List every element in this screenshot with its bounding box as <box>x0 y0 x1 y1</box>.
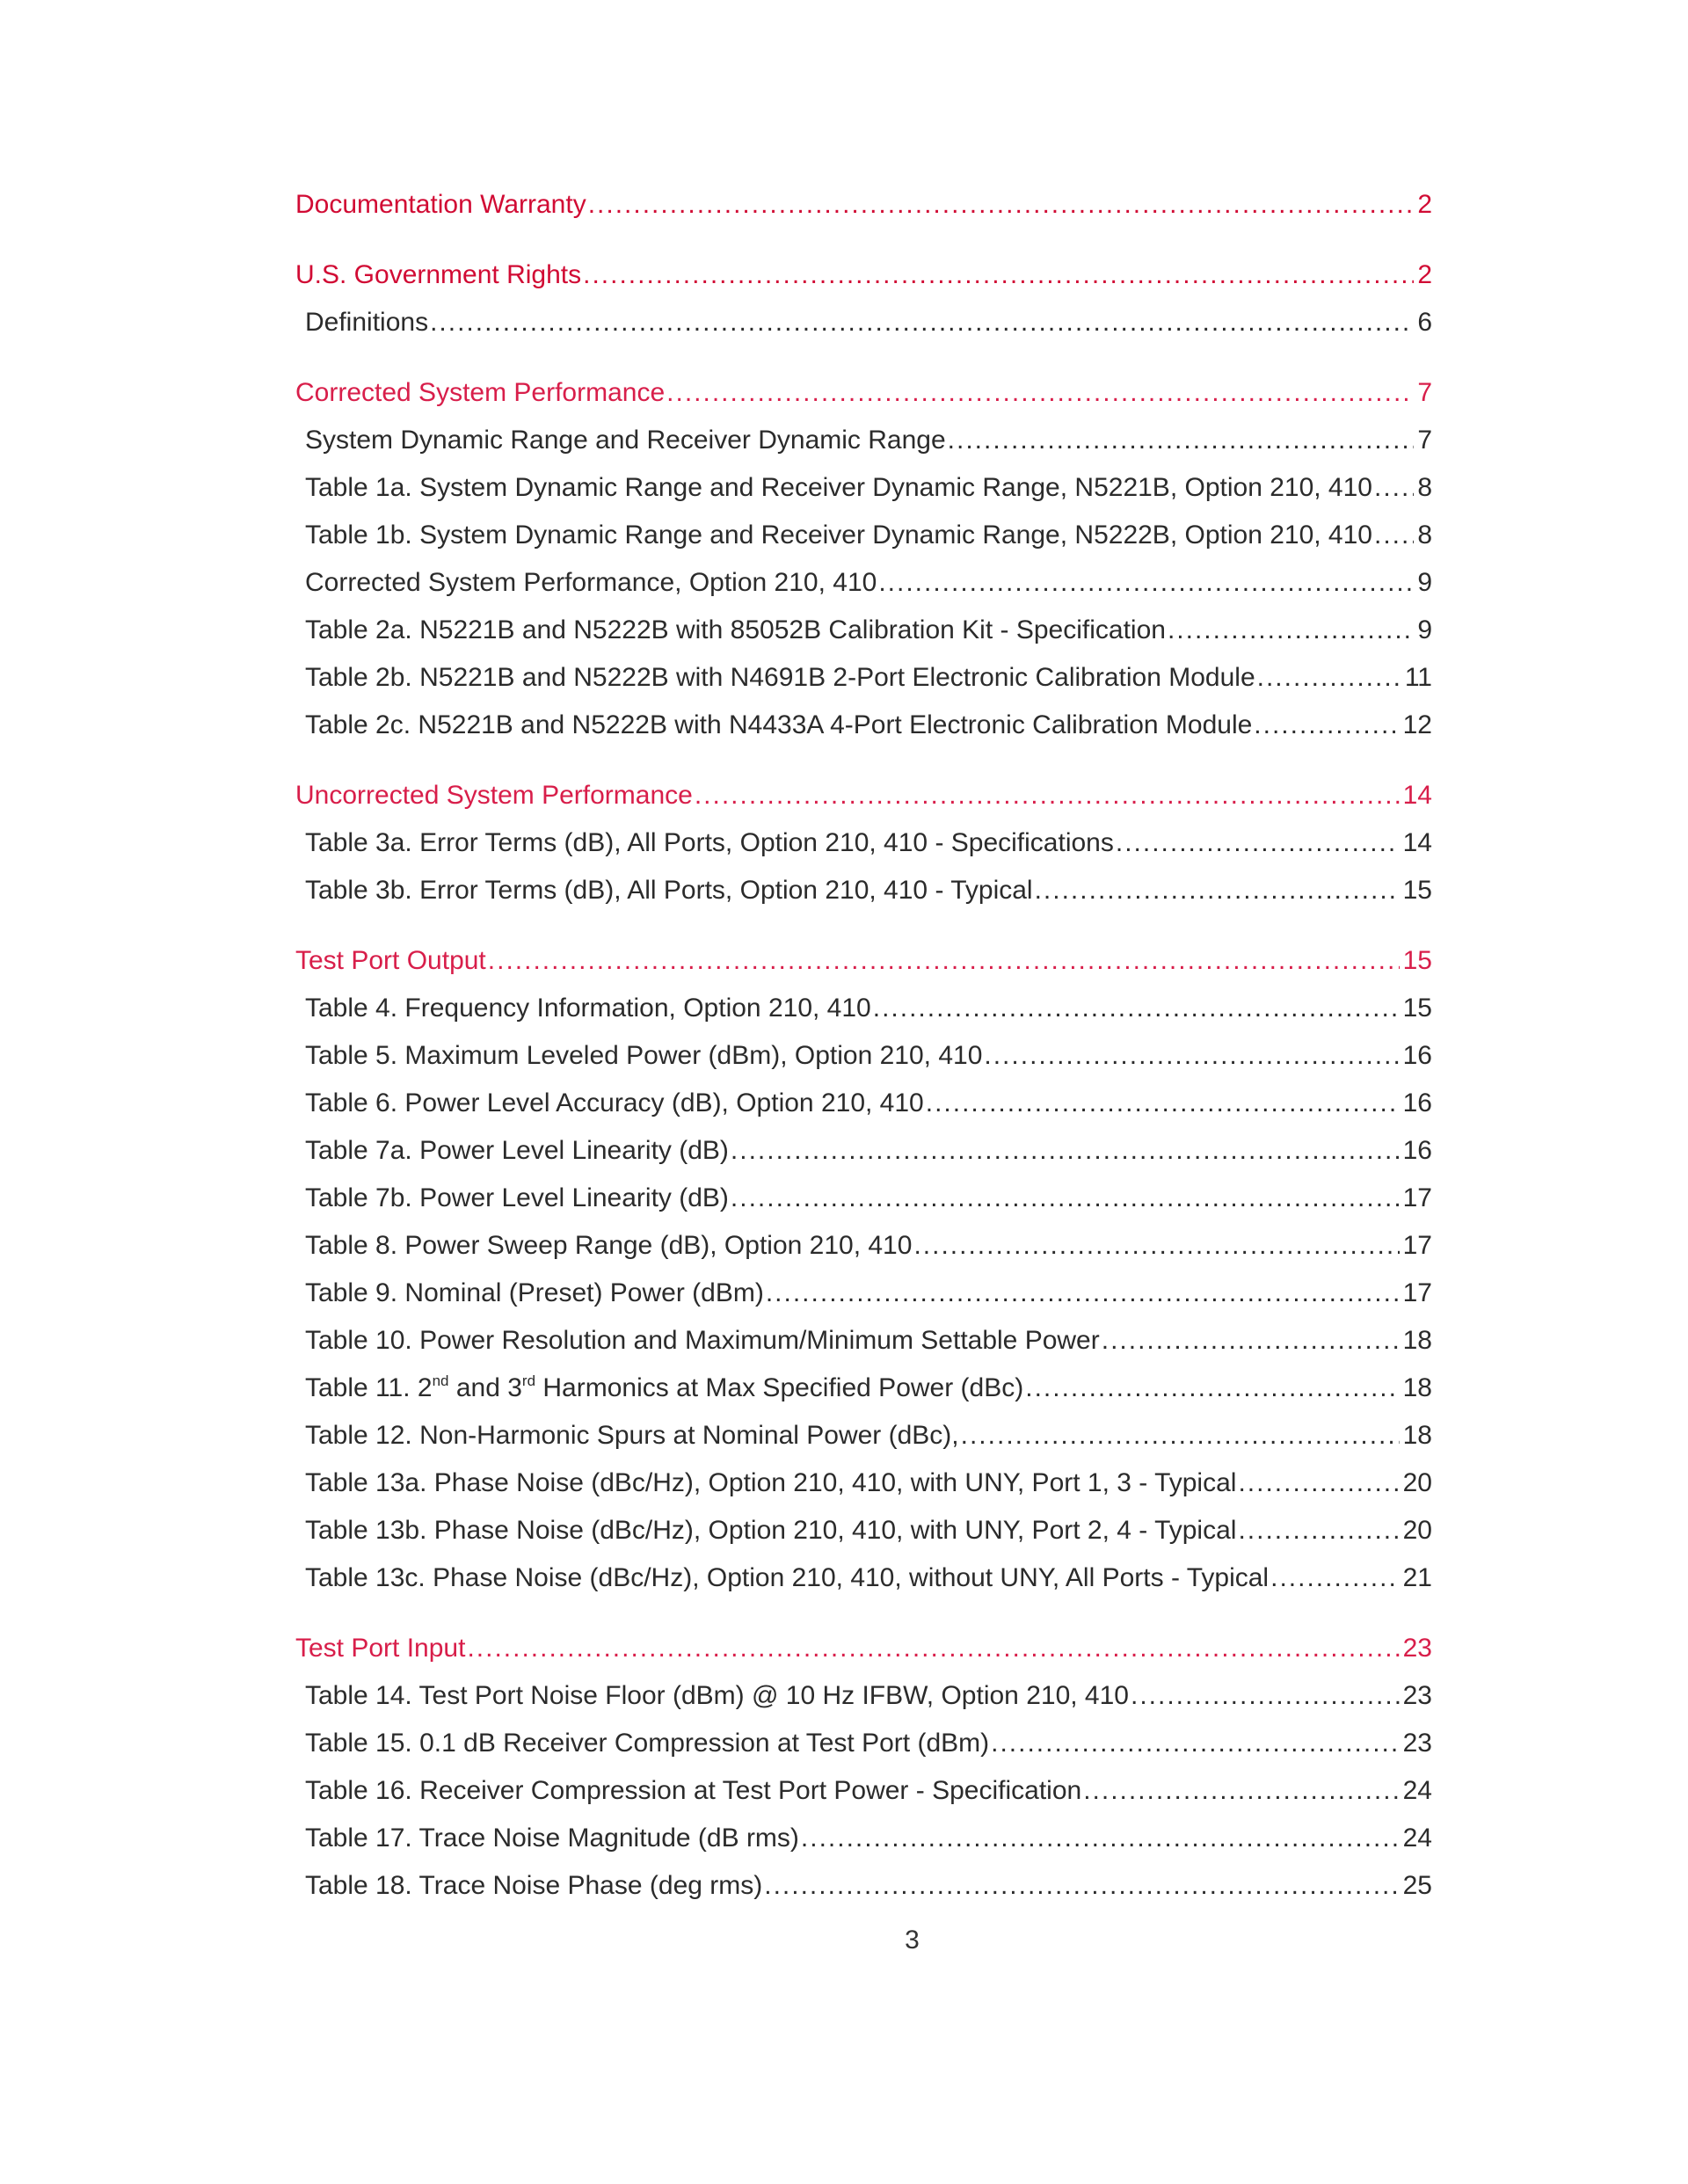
toc-entry[interactable] <box>295 1080 1432 1127</box>
dot-leader <box>1374 512 1414 559</box>
toc-entry-label: Table 2c. N5221B and N5222B with N4433A 4-Port Electronic Calibration Module <box>305 710 1253 739</box>
dot-leader <box>467 1625 1399 1672</box>
toc-entry-label: Table 13a. Phase Noise (dBc/Hz), Option 210, 410, with UNY, Port 1, 3 - Typical <box>305 1468 1237 1497</box>
toc-entry-label: Table 16. Receiver Compression at Test Port Power - Specification <box>305 1776 1082 1805</box>
dot-leader <box>488 937 1400 985</box>
toc-page-number: 17 <box>1402 1278 1432 1307</box>
toc-section-label: U.S. Government Rights <box>295 260 582 289</box>
toc-entry[interactable] <box>295 559 1432 607</box>
dot-leader <box>926 1080 1400 1127</box>
toc-entry-label: Table 13b. Phase Noise (dBc/Hz), Option 210, 410, with UNY, Port 2, 4 - Typical <box>305 1516 1237 1545</box>
dot-leader <box>1238 1507 1399 1554</box>
toc-entry-label: System Dynamic Range and Receiver Dynamic Range <box>305 426 946 455</box>
toc-entry[interactable] <box>295 607 1432 654</box>
toc-entry-label: Table 1b. System Dynamic Range and Receiver Dynamic Range, N5222B, Option 210, 410 <box>305 521 1372 550</box>
toc-page-number: 11 <box>1404 663 1432 692</box>
toc-page-number: 7 <box>1417 426 1432 455</box>
toc-page-number: 20 <box>1402 1468 1432 1497</box>
toc-entry-label: Table 15. 0.1 dB Receiver Compression at Test Port (dBm) <box>305 1729 990 1758</box>
toc-entry[interactable] <box>295 819 1432 867</box>
toc-entry-label: Table 1a. System Dynamic Range and Receiver Dynamic Range, N5221B, Option 210, 410 <box>305 473 1372 502</box>
toc-page-number: 14 <box>1402 828 1432 857</box>
toc-section-label: Uncorrected System Performance <box>295 781 693 810</box>
toc-section-label: Documentation Warranty <box>295 190 586 219</box>
toc-entry[interactable] <box>295 299 1432 346</box>
toc-entry-label: Table 9. Nominal (Preset) Power (dBm) <box>305 1278 764 1307</box>
toc-group-us-government-rights <box>295 251 1432 346</box>
toc-entry-harmonics[interactable] <box>295 1365 1432 1412</box>
toc-entry-label: Table 10. Power Resolution and Maximum/Minimum Settable Power <box>305 1326 1100 1355</box>
dot-leader <box>1083 1767 1399 1815</box>
toc-group-documentation-warranty <box>295 181 1432 229</box>
dot-leader <box>766 1270 1400 1317</box>
toc-entry[interactable] <box>295 1672 1432 1720</box>
dot-leader <box>1254 702 1399 749</box>
toc-page-number: 14 <box>1402 781 1432 810</box>
table-of-contents <box>295 181 1432 1933</box>
toc-entry[interactable] <box>295 1507 1432 1554</box>
toc-entry[interactable] <box>295 985 1432 1032</box>
toc-entry[interactable] <box>295 1554 1432 1602</box>
dot-leader <box>695 772 1400 819</box>
toc-entry[interactable] <box>295 1032 1432 1080</box>
dot-leader <box>873 985 1400 1032</box>
toc-entry[interactable] <box>295 1767 1432 1815</box>
toc-section-label: Test Port Output <box>295 946 486 975</box>
dot-leader <box>1374 464 1414 512</box>
toc-section-us-government-rights[interactable] <box>295 251 1432 299</box>
label-part: and 3 <box>448 1373 522 1402</box>
toc-entry[interactable] <box>295 1222 1432 1270</box>
toc-page-number: 21 <box>1402 1563 1432 1592</box>
toc-entry-label: Table 3b. Error Terms (dB), All Ports, Option 210, 410 - Typical <box>305 876 1033 905</box>
toc-entry[interactable] <box>295 1412 1432 1460</box>
toc-page-number: 2 <box>1417 190 1432 219</box>
toc-page-number: 15 <box>1402 876 1432 905</box>
dot-leader <box>1131 1672 1400 1720</box>
dot-leader <box>948 417 1415 464</box>
toc-page-number: 16 <box>1402 1136 1432 1165</box>
ordinal-suffix: nd <box>432 1372 449 1389</box>
toc-entry[interactable] <box>295 1862 1432 1910</box>
toc-entry[interactable] <box>295 512 1432 559</box>
toc-entry[interactable] <box>295 417 1432 464</box>
toc-page-number: 15 <box>1402 946 1432 975</box>
toc-page-number: 15 <box>1402 994 1432 1023</box>
dot-leader <box>1102 1317 1400 1365</box>
toc-entry[interactable] <box>295 1175 1432 1222</box>
label-part: Harmonics at Max Specified Power (dBc) <box>535 1373 1024 1402</box>
dot-leader <box>984 1032 1399 1080</box>
toc-section-test-port-input[interactable] <box>295 1625 1432 1672</box>
dot-leader <box>991 1720 1400 1767</box>
label-part: Table 11. 2 <box>305 1373 433 1402</box>
toc-page-number: 23 <box>1402 1729 1432 1758</box>
toc-page-number: 17 <box>1402 1183 1432 1212</box>
toc-section-label: Corrected System Performance <box>295 378 666 407</box>
toc-page-number: 8 <box>1417 473 1432 502</box>
toc-group-corrected-system-performance <box>295 369 1432 749</box>
toc-group-test-port-output <box>295 937 1432 1602</box>
toc-page-number: 20 <box>1402 1516 1432 1545</box>
toc-entry-label: Table 6. Power Level Accuracy (dB), Option 210, 410 <box>305 1088 924 1117</box>
toc-page-number: 16 <box>1402 1041 1432 1070</box>
toc-entry-label: Table 4. Frequency Information, Option 210, 410 <box>305 994 871 1023</box>
toc-entry-label: Table 18. Trace Noise Phase (deg rms) <box>305 1871 763 1900</box>
toc-section-uncorrected-system-performance[interactable] <box>295 772 1432 819</box>
toc-entry-label: Table 8. Power Sweep Range (dB), Option 210, 410 <box>305 1231 913 1260</box>
toc-page-number: 23 <box>1402 1681 1432 1710</box>
toc-entry[interactable] <box>295 702 1432 749</box>
toc-entry[interactable] <box>295 1317 1432 1365</box>
toc-group-uncorrected-system-performance <box>295 772 1432 914</box>
dot-leader <box>666 369 1414 417</box>
toc-entry[interactable] <box>295 464 1432 512</box>
toc-page-number: 2 <box>1417 260 1432 289</box>
toc-section-documentation-warranty[interactable] <box>295 181 1432 229</box>
toc-entry[interactable] <box>295 1460 1432 1507</box>
toc-page-number: 24 <box>1402 1824 1432 1853</box>
toc-entry-label: Table 7a. Power Level Linearity (dB) <box>305 1136 729 1165</box>
page-number: 3 <box>905 1926 920 1955</box>
toc-page-number: 6 <box>1417 308 1432 337</box>
dot-leader <box>1257 654 1401 702</box>
toc-entry-label: Table 2a. N5221B and N5222B with 85052B Calibration Kit - Specification <box>305 615 1166 644</box>
toc-page-number: 7 <box>1417 378 1432 407</box>
dot-leader <box>764 1862 1399 1910</box>
ordinal-suffix: rd <box>521 1372 536 1389</box>
toc-entry-label: Table 5. Maximum Leveled Power (dBm), Option 210, 410 <box>305 1041 983 1070</box>
toc-entry-label: Corrected System Performance, Option 210, 410 <box>305 568 877 597</box>
dot-leader <box>1025 1365 1399 1412</box>
toc-page-number: 25 <box>1402 1871 1432 1900</box>
toc-page-number: 23 <box>1402 1634 1432 1663</box>
toc-entry-label: Table 3a. Error Terms (dB), All Ports, Option 210, 410 - Specifications <box>305 828 1114 857</box>
dot-leader <box>878 559 1414 607</box>
toc-page-number: 9 <box>1417 615 1432 644</box>
dot-leader <box>961 1412 1400 1460</box>
toc-entry[interactable] <box>295 1127 1432 1175</box>
dot-leader <box>1238 1460 1399 1507</box>
dot-leader <box>583 251 1414 299</box>
dot-leader <box>801 1815 1400 1862</box>
toc-page-number: 16 <box>1402 1088 1432 1117</box>
toc-entry[interactable] <box>295 867 1432 914</box>
dot-leader <box>1116 819 1400 867</box>
dot-leader <box>1035 867 1400 914</box>
dot-leader <box>731 1175 1400 1222</box>
toc-page-number: 9 <box>1417 568 1432 597</box>
toc-entry[interactable] <box>295 654 1432 702</box>
toc-page-number: 17 <box>1402 1231 1432 1260</box>
toc-entry-label: Table 14. Test Port Noise Floor (dBm) @ 10 Hz IFBW, Option 210, 410 <box>305 1681 1129 1710</box>
toc-entry[interactable] <box>295 1815 1432 1862</box>
toc-entry-label: Definitions <box>305 308 429 337</box>
toc-entry[interactable] <box>295 1720 1432 1767</box>
toc-page-number: 18 <box>1402 1326 1432 1355</box>
toc-section-test-port-output[interactable] <box>295 937 1432 985</box>
toc-entry-label: Table 7b. Power Level Linearity (dB) <box>305 1183 729 1212</box>
toc-section-label: Test Port Input <box>295 1634 466 1663</box>
toc-entry-label: Table 17. Trace Noise Magnitude (dB rms) <box>305 1824 799 1853</box>
toc-page-number: 24 <box>1402 1776 1432 1805</box>
dot-leader <box>913 1222 1399 1270</box>
toc-page-number: 18 <box>1402 1421 1432 1450</box>
toc-page-number: 8 <box>1417 521 1432 550</box>
dot-leader <box>731 1127 1400 1175</box>
toc-entry-label: Table 2b. N5221B and N5222B with N4691B 2-Port Electronic Calibration Module <box>305 663 1255 692</box>
toc-page-number: 18 <box>1402 1373 1432 1402</box>
toc-section-corrected-system-performance[interactable] <box>295 369 1432 417</box>
toc-entry-label <box>305 1365 1023 1412</box>
dot-leader <box>430 299 1414 346</box>
toc-group-test-port-input <box>295 1625 1432 1910</box>
dot-leader <box>588 181 1415 229</box>
toc-entry-label: Table 12. Non-Harmonic Spurs at Nominal Power (dBc), <box>305 1421 959 1450</box>
toc-entry-label: Table 13c. Phase Noise (dBc/Hz), Option 210, 410, without UNY, All Ports - Typical <box>305 1563 1270 1592</box>
toc-entry[interactable] <box>295 1270 1432 1317</box>
toc-page-number: 12 <box>1402 710 1432 739</box>
dot-leader <box>1270 1554 1400 1602</box>
dot-leader <box>1168 607 1414 654</box>
